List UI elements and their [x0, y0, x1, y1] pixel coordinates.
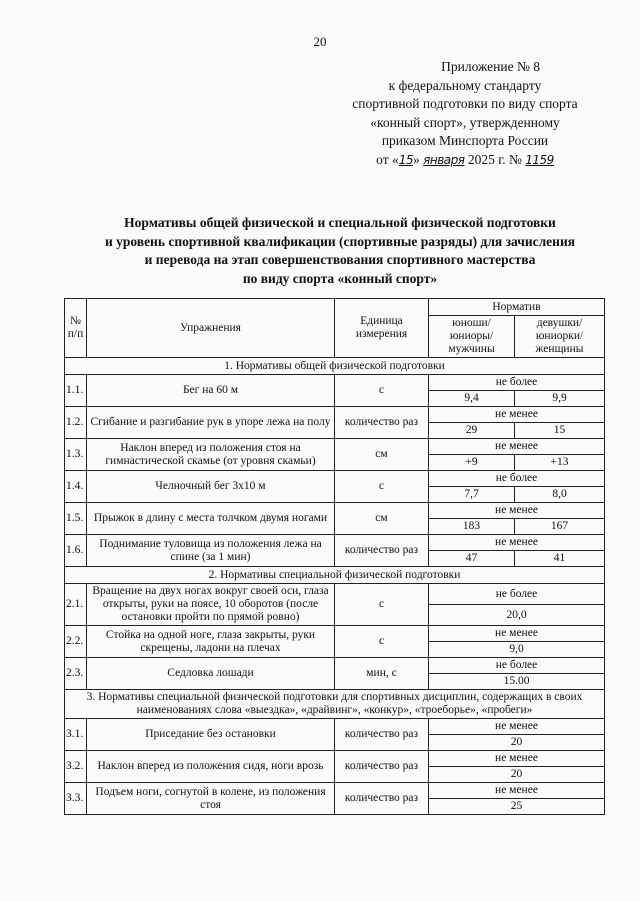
page-number: 20 — [313, 34, 327, 49]
row-qualifier: не менее — [429, 626, 605, 642]
section-title: 1. Нормативы общей физической подготовки — [65, 358, 605, 375]
section-row — [65, 567, 605, 584]
row-value-female: 41 — [515, 551, 605, 567]
table-row — [65, 751, 605, 767]
table-row — [65, 658, 605, 674]
row-value-male: 29 — [429, 423, 515, 439]
row-exercise: Поднимание туловища из положения лежа на спине (за 1 мин) — [87, 535, 335, 567]
row-exercise: Наклон вперед из положения сидя, ноги врозь — [87, 751, 335, 783]
appendix-block — [330, 58, 600, 169]
section-title: 3. Нормативы специальной физической подготовки для спортивных дисциплин, содержащих в своих наименованиях слова «выездка», «драйвинг», «конкур», «троеборье», «пробеги» — [65, 690, 605, 719]
row-exercise: Вращение на двух ногах вокруг своей оси, глаза открыты, руки на поясе, 10 оборотов (после остановки пройти по прямой ровно) — [87, 584, 335, 626]
row-value: 20 — [429, 767, 605, 783]
row-value-female: 167 — [515, 519, 605, 535]
section-title: 2. Нормативы специальной физической подготовки — [65, 567, 605, 584]
row-unit: см — [335, 503, 429, 535]
row-number: 2.2. — [65, 626, 87, 658]
row-unit: количество раз — [335, 407, 429, 439]
row-value: 20 — [429, 735, 605, 751]
col-header-exercise: Упражнения — [87, 299, 335, 358]
row-qualifier: не менее — [429, 503, 605, 519]
date-prefix: от « — [376, 151, 399, 167]
section-row — [65, 358, 605, 375]
row-number: 1.5. — [65, 503, 87, 535]
row-qualifier: не более — [429, 375, 605, 391]
row-unit: с — [335, 626, 429, 658]
appendix-title: Приложение № 8 — [441, 59, 540, 74]
table-header-row — [65, 299, 605, 316]
date-mid: » — [413, 151, 420, 167]
row-exercise: Бег на 60 м — [87, 375, 335, 407]
row-unit: мин, с — [335, 658, 429, 690]
row-number: 3.1. — [65, 719, 87, 751]
row-qualifier: не более — [429, 584, 605, 605]
table-row — [65, 439, 605, 455]
appendix-line: к федеральному стандарту — [388, 77, 542, 93]
row-qualifier: не менее — [429, 535, 605, 551]
row-value-female: 15 — [515, 423, 605, 439]
row-value: 15.00 — [429, 674, 605, 690]
row-value-male: 47 — [429, 551, 515, 567]
table-row — [65, 503, 605, 519]
date-year: 2025 г. № — [467, 151, 522, 167]
row-qualifier: не менее — [429, 439, 605, 455]
row-value-male: 9,4 — [429, 391, 515, 407]
appendix-line: спортивной подготовки по виду спорта — [352, 96, 578, 111]
table-row — [65, 407, 605, 423]
row-exercise: Наклон вперед из положения стоя на гимнастической скамье (от уровня скамьи) — [87, 439, 335, 471]
row-number: 2.1. — [65, 584, 87, 626]
heading-line: и уровень спортивной квалификации (спортивные разряды) для зачисления — [104, 233, 576, 249]
row-number: 1.6. — [65, 535, 87, 567]
row-qualifier: не менее — [429, 407, 605, 423]
row-exercise: Седловка лошади — [87, 658, 335, 690]
row-number: 3.2. — [65, 751, 87, 783]
norms-table — [64, 298, 605, 815]
order-number: 1159 — [525, 152, 554, 167]
row-exercise: Приседание без остановки — [87, 719, 335, 751]
row-unit: с — [335, 584, 429, 626]
row-unit: количество раз — [335, 751, 429, 783]
appendix-line: приказом Минспорта России — [381, 133, 549, 148]
row-unit: с — [335, 471, 429, 503]
row-value-male: +9 — [429, 455, 515, 471]
row-value: 20,0 — [429, 605, 605, 626]
row-qualifier: не менее — [429, 783, 605, 799]
row-qualifier: не более — [429, 658, 605, 674]
row-unit: с — [335, 375, 429, 407]
row-number: 1.3. — [65, 439, 87, 471]
col-header-unit: Единица измерения — [335, 299, 429, 358]
table-row — [65, 471, 605, 487]
row-value: 9,0 — [429, 642, 605, 658]
heading-line: по виду спорта «конный спорт» — [242, 270, 438, 286]
row-exercise: Стойка на одной ноге, глаза закрыты, руки скрещены, ладони на плечах — [87, 626, 335, 658]
row-value-female: 9,9 — [515, 391, 605, 407]
row-number: 2.3. — [65, 658, 87, 690]
row-unit: количество раз — [335, 719, 429, 751]
row-exercise: Сгибание и разгибание рук в упоре лежа на полу — [87, 407, 335, 439]
table-row — [65, 584, 605, 605]
row-value-female: +13 — [515, 455, 605, 471]
row-number: 1.2. — [65, 407, 87, 439]
row-value-female: 8,0 — [515, 487, 605, 503]
row-unit: количество раз — [335, 783, 429, 815]
col-header-female: девушки/ юниорки/ женщины — [515, 316, 605, 358]
table-row — [65, 626, 605, 642]
date-day: 15 — [398, 152, 414, 167]
document-heading — [60, 214, 620, 288]
date-month: января — [423, 152, 465, 167]
row-exercise: Подъем ноги, согнутой в колене, из положения стоя — [87, 783, 335, 815]
row-number: 1.1. — [65, 375, 87, 407]
row-number: 3.3. — [65, 783, 87, 815]
table-row — [65, 535, 605, 551]
col-header-num: № п/п — [65, 299, 87, 358]
row-value-male: 183 — [429, 519, 515, 535]
section-row — [65, 690, 605, 719]
col-header-male: юноши/ юниоры/ мужчины — [429, 316, 515, 358]
row-number: 1.4. — [65, 471, 87, 503]
row-value-male: 7,7 — [429, 487, 515, 503]
row-qualifier: не менее — [429, 719, 605, 735]
table-row — [65, 783, 605, 799]
row-exercise: Прыжок в длину с места толчком двумя ногами — [87, 503, 335, 535]
heading-line: и перевода на этап совершенствования спортивного мастерства — [144, 252, 536, 267]
col-header-norm: Норматив — [429, 299, 605, 316]
order-date-line — [330, 151, 600, 170]
table-row — [65, 719, 605, 735]
row-exercise: Челночный бег 3х10 м — [87, 471, 335, 503]
table-row — [65, 375, 605, 391]
row-qualifier: не более — [429, 471, 605, 487]
heading-line: Нормативы общей физической и специальной физической подготовки — [124, 215, 556, 230]
row-qualifier: не менее — [429, 751, 605, 767]
appendix-line: «конный спорт», утвержденному — [370, 114, 560, 130]
row-unit: количество раз — [335, 535, 429, 567]
row-unit: см — [335, 439, 429, 471]
norms-table-body — [65, 299, 605, 815]
row-value: 25 — [429, 799, 605, 815]
